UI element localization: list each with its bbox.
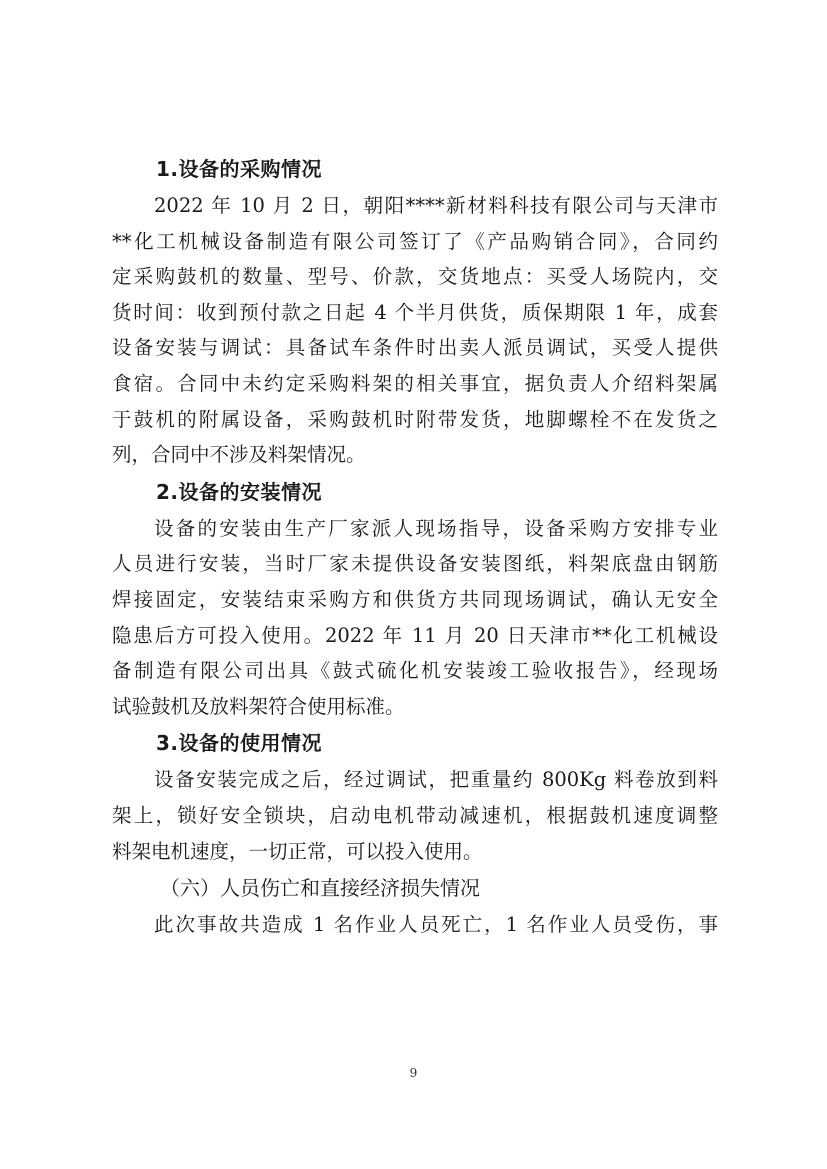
text-line: 此次事故共造成 1 名作业人员死亡，1 名作业人员受伤，事	[154, 913, 718, 937]
text-line: 人员进行安装，当时厂家未提供设备安装图纸，料架底盘由钢筋	[112, 552, 718, 576]
text-line: 试验鼓机及放料架符合使用标准。	[112, 694, 405, 718]
text-line: 于鼓机的附属设备，采购鼓机时附带发货，地脚螺栓不在发货之	[112, 407, 718, 431]
text-line: 货时间：收到预付款之日起 4 个半月供货，质保期限 1 年，成套	[112, 300, 718, 324]
text-line: 设备的安装由生产厂家派人现场指导，设备采购方安排专业	[154, 516, 718, 540]
text-line: 2022 年 10 月 2 日，朝阳****新材料科技有限公司与天津市	[154, 194, 718, 217]
heading-procurement: 1.设备的采购情况	[156, 157, 323, 181]
text-line: 列，合同中不涉及料架情况。	[112, 443, 366, 467]
heading-installation: 2.设备的安装情况	[156, 479, 323, 504]
text-line: 食宿。合同中未约定采购料架的相关事宜，据负责人介绍料架属	[112, 371, 718, 395]
heading-usage: 3.设备的使用情况	[156, 731, 323, 756]
text-line: 焊接固定，安装结束采购方和供货方共同现场调试，确认无安全	[112, 587, 718, 611]
text-line: **化工机械设备制造有限公司签订了《产品购销合同》，合同约	[112, 229, 718, 253]
paragraph-installation	[112, 511, 718, 725]
section-heading-casualties: （六）人员伤亡和直接经济损失情况	[160, 876, 480, 901]
paragraph-usage	[112, 762, 718, 869]
text-line: 定采购鼓机的数量、型号、价款，交货地点：买受人场院内，交	[112, 265, 718, 289]
text-line: 架上，锁好安全锁块，启动电机带动减速机，根据鼓机速度调整	[112, 803, 718, 827]
page-number: 9	[409, 1066, 418, 1080]
text-line: 料架电机速度，一切正常，可以投入使用。	[112, 839, 483, 863]
paragraph-procurement	[112, 188, 718, 473]
text-line: 备制造有限公司出具《鼓式硫化机安装竣工验收报告》，经现场	[112, 659, 718, 683]
text-line: 隐患后方可投入使用。2022 年 11 月 20 日天津市**化工机械设	[112, 623, 718, 647]
text-line: 设备安装与调试：具备试车条件时出卖人派员调试，买受人提供	[112, 336, 718, 360]
text-line: 设备安装完成之后，经过调试，把重量约 800Kg 料卷放到料	[154, 768, 718, 792]
document-body	[112, 150, 718, 943]
paragraph-casualties	[112, 907, 718, 943]
